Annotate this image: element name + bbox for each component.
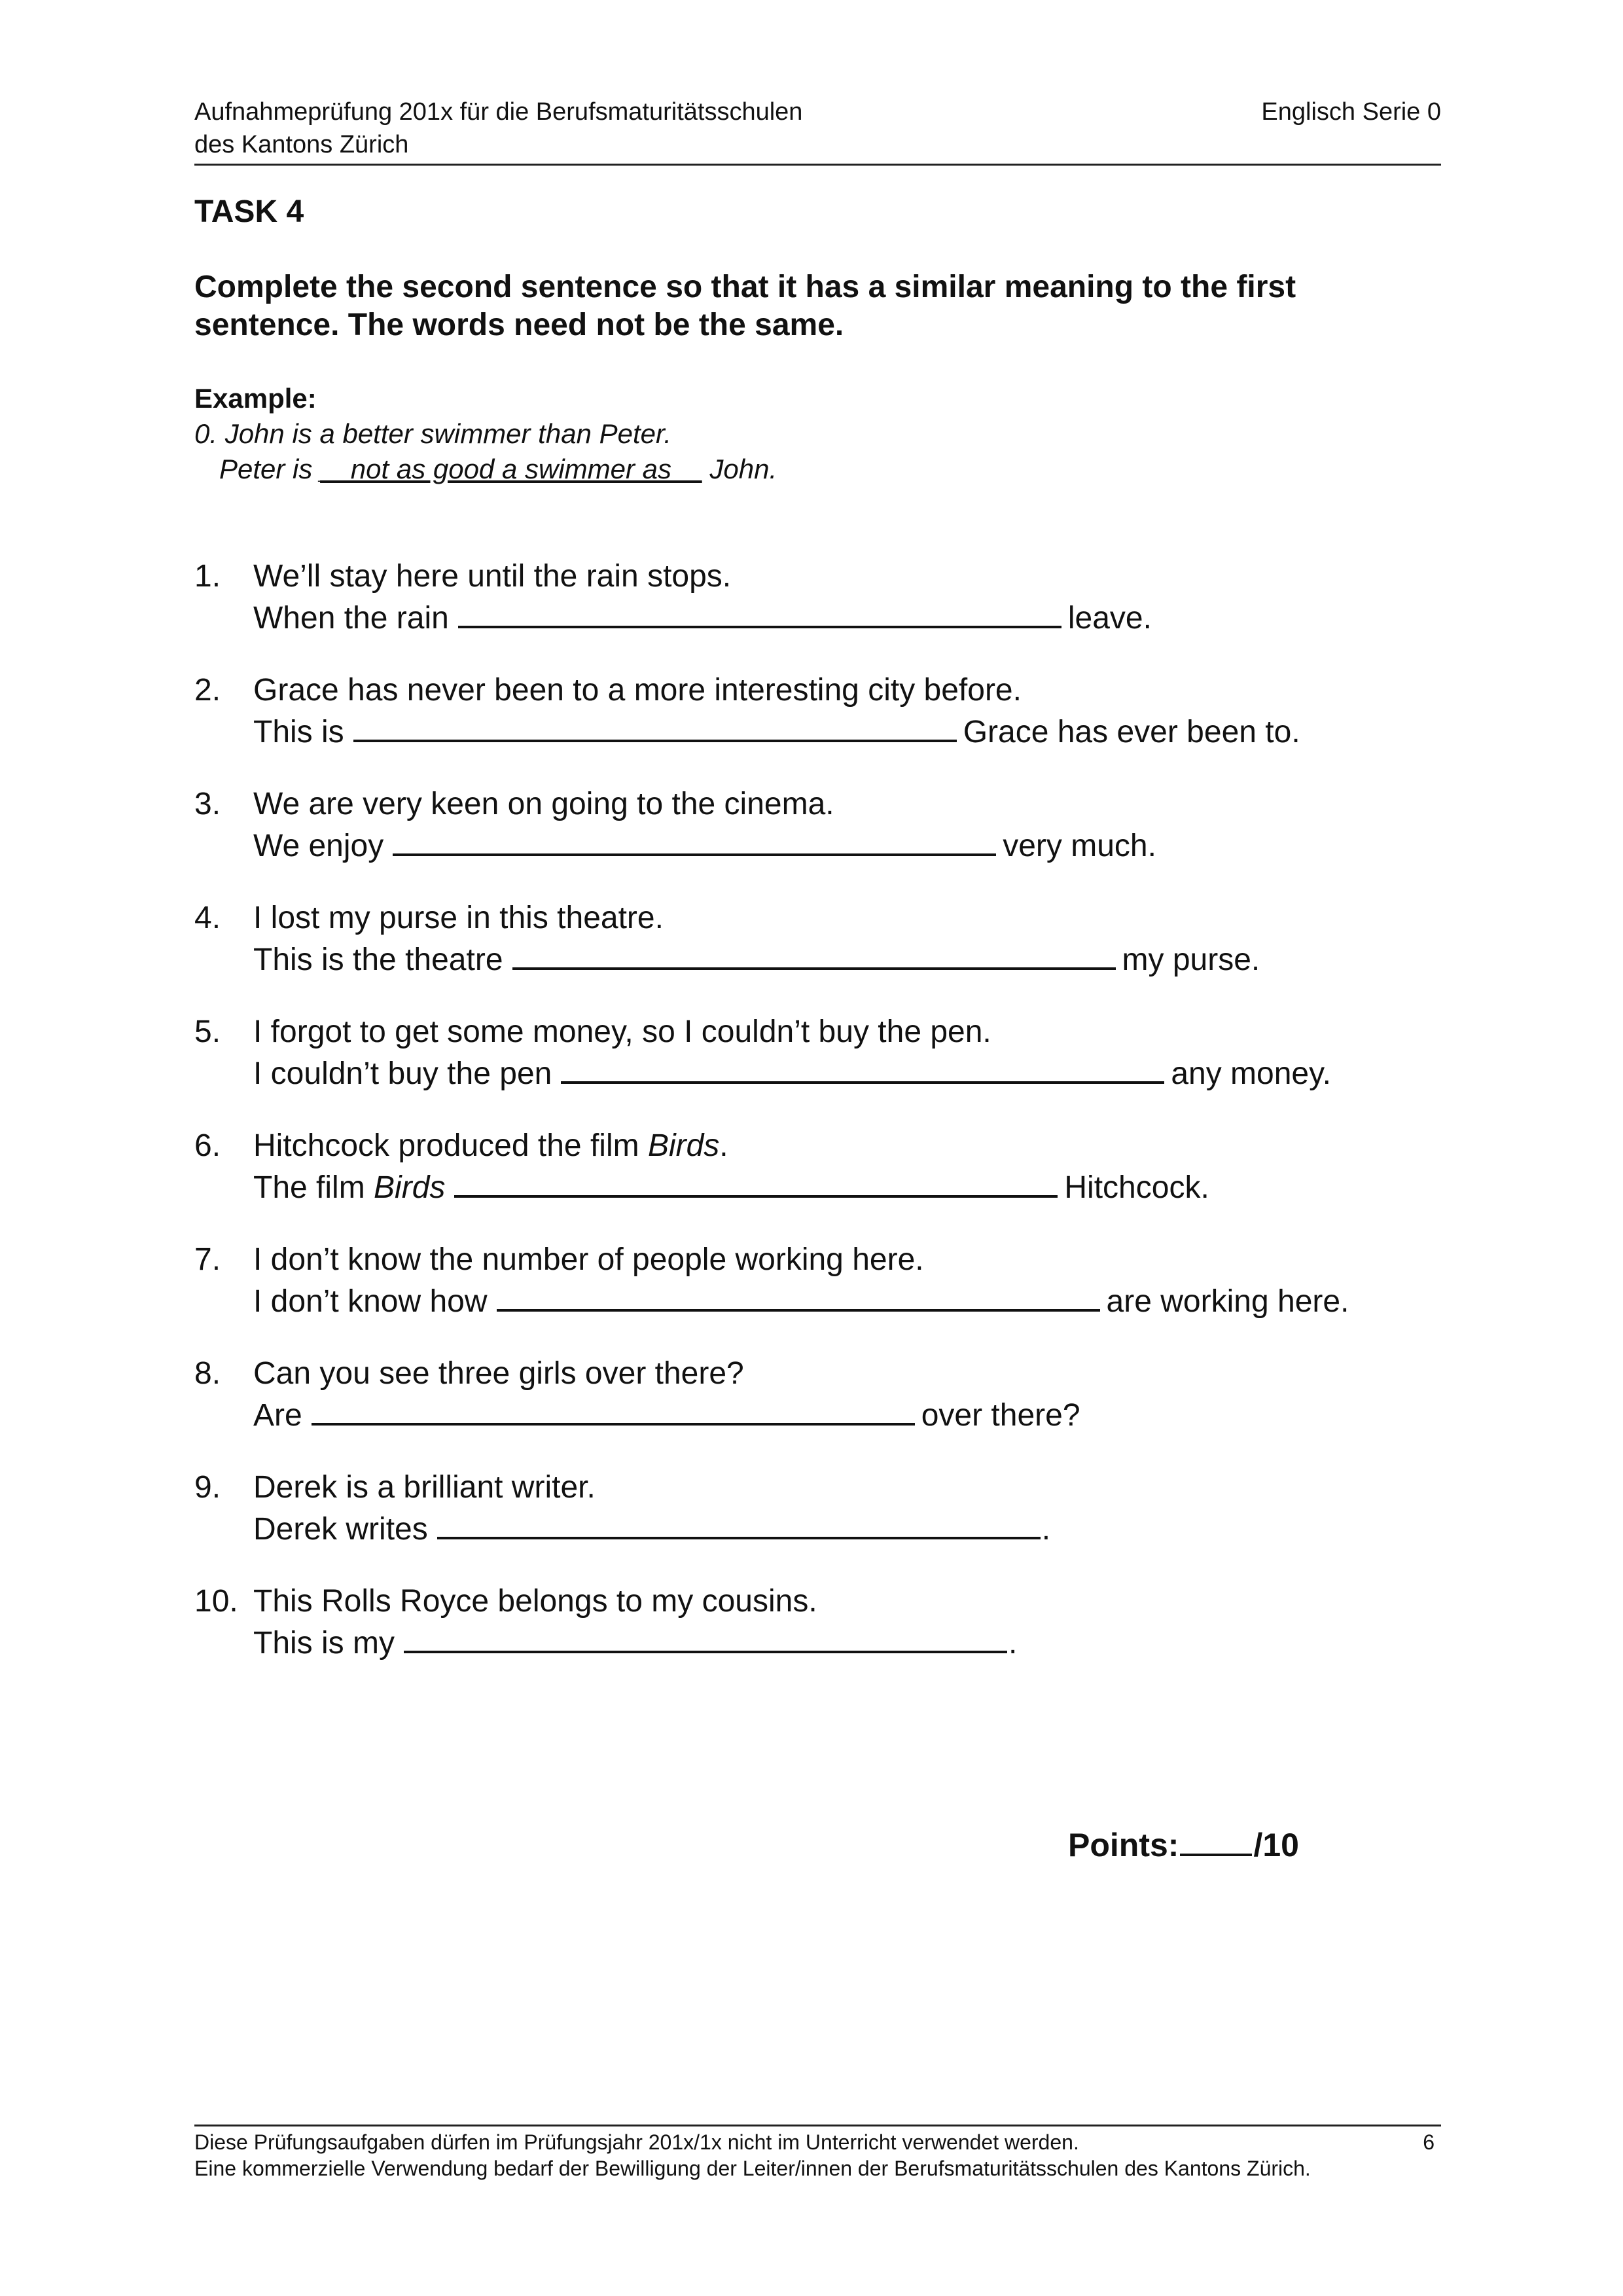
answer-blank[interactable] [497,1279,1100,1312]
item-rewrite-start: Derek writes [253,1512,428,1547]
item-number: 9. [194,1470,221,1505]
item-number: 7. [194,1242,221,1277]
example-answer: __not as good a swimmer as__ [320,454,702,484]
item-rewrite-end: my purse. [1122,942,1260,977]
example-sentence-1: 0. John is a better swimmer than Peter. [194,418,672,449]
header-school-line2: des Kantons Zürich [194,131,409,158]
exercise-list [194,558,1471,1696]
item-rewrite-end: . [1008,1626,1018,1660]
answer-blank[interactable] [437,1507,1041,1539]
page-header [194,96,1441,166]
example-block [194,381,777,487]
item-number: 1. [194,559,221,594]
item-rewrite-sentence [253,709,1300,751]
item-rewrite-sentence [253,1279,1349,1321]
footer-line1: Diese Prüfungsaufgaben dürfen im Prüfungsjahr 201x/1x nicht im Unterricht verwendet werden. [194,2130,1079,2154]
answer-blank[interactable] [393,823,996,856]
item-rewrite-end: . [1041,1512,1051,1547]
footer-line2: Eine kommerzielle Verwendung bedarf der Bewilligung der Leiter/innen der Berufsmaturitätsschulen des Kantons Zürich. [194,2157,1311,2180]
item-rewrite-sentence [253,937,1260,979]
example-prefix: Peter is [219,454,321,484]
item-rewrite-sentence [253,823,1156,865]
item-number: 6. [194,1128,221,1163]
item-rewrite-sentence [253,1165,1209,1207]
item-rewrite-sentence [253,1507,1050,1549]
task-instruction: Complete the second sentence so that it has a similar meaning to the first sentence. The words need not be the same. [194,270,1296,342]
page-number: 6 [1423,2130,1435,2154]
exercise-item [194,1127,1471,1241]
item-number: 4. [194,901,221,935]
exercise-item [194,1583,1471,1696]
example-suffix: John. [702,454,777,484]
item-rewrite-start: I don’t know how [253,1284,488,1319]
item-rewrite-start: This is [253,715,344,749]
item-rewrite-sentence [253,596,1152,637]
header-school-line1: Aufnahmeprüfung 201x für die Berufsmaturitätsschulen [194,98,803,126]
page-footer [194,2125,1441,2181]
item-rewrite-end: very much. [1003,829,1156,863]
item-rewrite-end: Grace has ever been to. [963,715,1300,749]
item-rewrite-end: any money. [1171,1056,1331,1091]
item-original-sentence: I lost my purse in this theatre. [253,901,664,935]
item-number: 8. [194,1356,221,1391]
answer-blank[interactable] [353,709,957,742]
exercise-item [194,1469,1471,1583]
task-title: TASK 4 [194,194,304,229]
item-original-sentence: I forgot to get some money, so I couldn’t buy the pen. [253,1014,991,1049]
item-rewrite-end: are working here. [1106,1284,1349,1319]
film-title: Birds [374,1170,446,1205]
item-rewrite-sentence [253,1393,1080,1435]
answer-blank[interactable] [454,1165,1058,1198]
item-number: 5. [194,1014,221,1049]
header-left [194,96,802,161]
item-original-end: . [719,1128,728,1163]
item-original-sentence: I don’t know the number of people working here. [253,1242,924,1277]
film-title: Birds [647,1128,720,1163]
item-rewrite-start: Are [253,1398,302,1433]
item-original-sentence: We are very keen on going to the cinema. [253,787,834,821]
item-rewrite-sentence [253,1051,1331,1093]
item-original-sentence: Derek is a brilliant writer. [253,1470,596,1505]
item-number: 2. [194,673,221,708]
item-rewrite-start: This is the theatre [253,942,503,977]
item-rewrite-sentence [253,1621,1017,1662]
example-label: Example: [194,383,317,414]
exercise-item [194,899,1471,1013]
item-original-sentence: Grace has never been to a more interesting city before. [253,673,1022,708]
item-original-sentence: This Rolls Royce belongs to my cousins. [253,1584,817,1619]
exercise-item [194,1241,1471,1355]
answer-blank[interactable] [512,937,1116,970]
points-score [1068,1826,1299,1864]
header-subject: Englisch Serie 0 [1261,98,1441,126]
answer-blank[interactable] [404,1621,1007,1653]
item-rewrite-start: The film [253,1170,374,1205]
answer-blank[interactable] [561,1051,1164,1084]
exercise-item [194,672,1471,785]
points-blank[interactable] [1180,1827,1252,1856]
exercise-item [194,1355,1471,1469]
item-number: 10. [194,1584,238,1619]
points-total: /10 [1253,1827,1299,1863]
item-original-start: Hitchcock produced the film [253,1128,648,1163]
item-rewrite-end: Hitchcock. [1064,1170,1209,1205]
exercise-item [194,785,1471,899]
answer-blank[interactable] [312,1393,915,1426]
item-rewrite-end: leave. [1067,601,1152,636]
exercise-item [194,558,1471,672]
example-sentence-2 [194,452,777,487]
exercise-item [194,1013,1471,1127]
points-label: Points: [1068,1827,1179,1863]
item-number: 3. [194,787,221,821]
item-rewrite-start: When the rain [253,601,449,636]
item-original-sentence: Can you see three girls over there? [253,1356,744,1391]
item-rewrite-start: I couldn’t buy the pen [253,1056,552,1091]
item-original-sentence: We’ll stay here until the rain stops. [253,559,732,594]
item-rewrite-end: over there? [921,1398,1080,1433]
answer-blank[interactable] [458,596,1061,628]
item-original-sentence [253,1127,728,1165]
item-rewrite-start: This is my [253,1626,395,1660]
item-rewrite-start: We enjoy [253,829,384,863]
